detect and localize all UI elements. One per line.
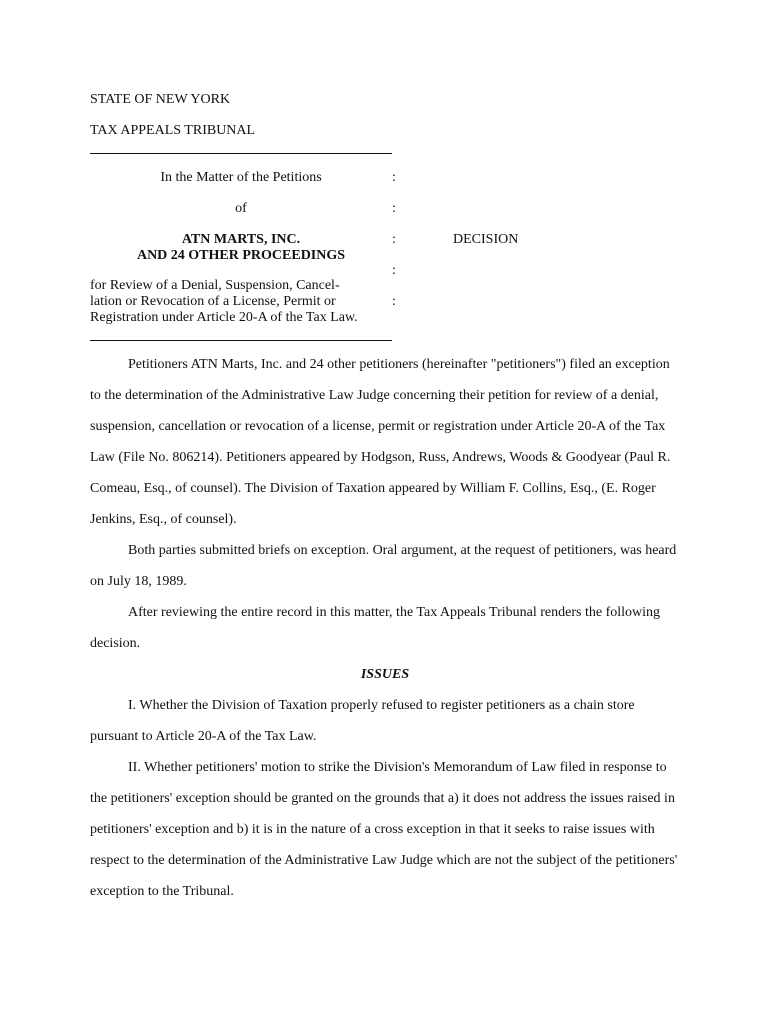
caption-party-other: AND 24 OTHER PROCEEDINGS [136, 248, 346, 263]
caption-bottom-rule [90, 340, 392, 341]
caption-colon: : [392, 170, 396, 185]
caption-review-line-3: Registration under Article 20-A of the Tax Law. [90, 310, 358, 325]
caption-top-rule [90, 153, 392, 154]
issues-heading: ISSUES [360, 667, 410, 682]
caption-colon: : [392, 263, 396, 278]
issue-two: II. Whether petitioners' motion to strike the Division's Memorandum of Law filed in response to the petitioners' exception should be granted on the grounds that a) it does not address the issues raised in petitioners' exception and b) it is in the nature of a cross exception in that it seeks to raise issues with respect to the determination of the Administrative Law Judge which are not the subject of the petitioners' exception to the Tribunal. [90, 760, 678, 899]
caption-colon: : [392, 294, 396, 309]
caption-matter: In the Matter of the Petitions [160, 170, 322, 185]
caption-colon: : [392, 201, 396, 216]
paragraph-briefs: Both parties submitted briefs on exception. Oral argument, at the request of petitioners, was heard on July 18, 1989. [90, 543, 677, 589]
header-state: STATE OF NEW YORK [90, 92, 231, 107]
caption-review-line-2: lation or Revocation of a License, Permit or [90, 294, 336, 309]
paragraph-petitioners: Petitioners ATN Marts, Inc. and 24 other petitioners (hereinafter "petitioners") filed an exception to the determination of the Administrative Law Judge concerning their petition for review of a denial, suspension, cancellation or revocation of a license, permit or registration under Article 20-A of the Tax Law (File No. 806214). Petitioners appeared by Hodgson, Russ, Andrews, Woods & Goodyear (Paul R. Comeau, Esq., of counsel). The Division of Taxation appeared by William F. Collins, Esq., (E. Roger Jenkins, Esq., of counsel). [90, 357, 671, 527]
caption-colon: : [392, 232, 396, 247]
header-tribunal: TAX APPEALS TRIBUNAL [90, 123, 256, 138]
caption-review-line-1: for Review of a Denial, Suspension, Cancel- [90, 278, 340, 293]
caption-of: of [235, 201, 247, 216]
decision-label: DECISION [453, 232, 519, 247]
issue-one: I. Whether the Division of Taxation properly refused to register petitioners as a chain store pursuant to Article 20-A of the Tax Law. [90, 698, 635, 744]
decision-body [90, 349, 680, 907]
paragraph-review: After reviewing the entire record in this matter, the Tax Appeals Tribunal renders the following decision. [90, 605, 661, 651]
caption-party-name: ATN MARTS, INC. [181, 232, 301, 247]
